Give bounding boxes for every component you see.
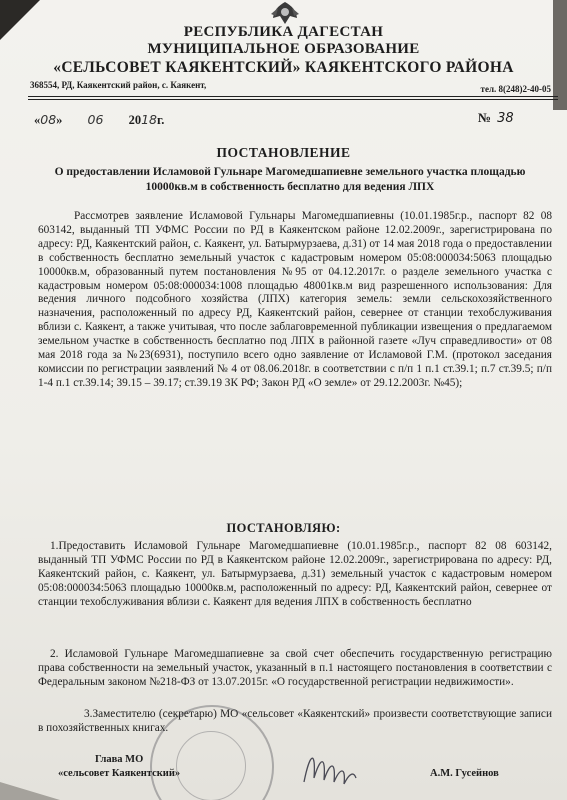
document-date (34, 112, 164, 128)
header-divider-thin (28, 99, 558, 100)
scan-shadow-corner (0, 782, 60, 800)
resolve-heading: ПОСТАНОВЛЯЮ: (226, 521, 341, 535)
date-suffix: г. (156, 113, 165, 127)
document-number (478, 110, 514, 126)
signatory-organization: «сельсовет Каякентский» (58, 768, 181, 779)
header-municipality: МУНИЦИПАЛЬНОЕ ОБРАЗОВАНИЕ (147, 41, 420, 57)
header-address: 368554, РД, Каякентский район, с. Каякент, (30, 80, 207, 90)
header-council: «СЕЛЬСОВЕТ КАЯКЕНТСКИЙ» КАЯКЕНТСКОГО РАЙОНА (53, 59, 514, 76)
resolution-item-3: 3.Заместителю (секретарю) МО «сельсовет «Каякентский» произвести соответствующие записи в похозяйственных книгах. (38, 708, 552, 734)
signatory-name: А.М. Гусейнов (430, 768, 499, 779)
document-title: ПОСТАНОВЛЕНИЕ (216, 145, 351, 160)
date-quote: » (56, 113, 63, 127)
preamble-paragraph: Рассмотрев заявление Исламовой Гульнары Магомедшапиевны (10.01.1985г.р., паспорт 82 08 603142, выданный ТП УФМС России по РД в Каякентском районе 12.02.2009г., зарегистрирована по адресу: РД, Каякентский район, с. Каякент, ул. Батырмурзаева, д.31) от 14 мая 2018 года о предоставлении в собственность бесплатно земельный участок с кадастровым номером 05:08:000034:5063 площадью 10000кв.м, образованный путем постановления №95 от 04.12.2017г. о разделе земельного участка с кадастровым номером 05:08:000034:1008 площадью 48001кв.м вид разрешенного использования: Для ведения личного подсобного хозяйства (ЛПХ) категория земель: земли сельскохозяйственного назначения, расположенный по адресу РД, Каякентский район, севернее от станции техобслуживания вблизи с. Каякент, а также учитывая, что после заблаговременной публикации извещения о предлагаемом земельном участке в собственность бесплатно под ЛПХ в районной газете «Луч справедливости» от 08 мая 2018 года за №23(6931), поступило всего одно заявление от Исламовой Г.М. (протокол заседания комиссии по регистрации заявлений № 4 от 08.06.2018г. в соответствии с п/п 1 п.1 ст.39.1; п.7 ст.39.5; п/п 1-4 п.1 ст.39.14; 39.15 – 39.17; ст.39.19 ЗК РФ; Закон РД «О земле» от 29.12.2003г. №45); (38, 210, 552, 389)
header-divider (28, 96, 558, 97)
date-day: 08 (40, 112, 57, 127)
number-label: № (478, 110, 492, 125)
header-phone: тел. 8(248)2-40-05 (480, 84, 551, 94)
resolution-item-1: 1.Предоставить Исламовой Гульнаре Магомедшапиевне (10.01.1985г.р., паспорт 82 08 603142, выданный ТП УФМС России по РД в Каякентском районе 12.02.2009г., зарегистрирована по адресу: РД, Каякентский район, с. Каякент, ул. Батырмурзаева, д.31) земельный участок с кадастровым номером 05:08:000034:5063 площадью 10000кв.м, расположенный по адресу: РД, Каякентский район, севернее от станции техобслуживания вблизи с. Каякент для ведения ЛПХ в собственность бесплатно (38, 540, 552, 608)
signatory-title: Глава МО (95, 754, 144, 765)
number-value: 38 (497, 111, 514, 126)
resolution-item-2: 2. Исламовой Гульнаре Магомедшапиевне за свой счет обеспечить государственную регистрацию права собственности на земельный участок, указанный в п.1 настоящего постановления в соответствии с Федеральным законом №218-ФЗ от 13.07.2015г. «О государственной регистрации недвижимости». (38, 648, 552, 688)
handwritten-signature-icon (300, 742, 360, 788)
coat-of-arms-icon (268, 0, 302, 26)
date-year: 18 (141, 112, 157, 127)
document-subject: О предоставлении Исламовой Гульнаре Магомедшапиевне земельного участка площадью 10000кв.м в собственность бесплатно для ведения ЛПХ (54, 166, 526, 193)
date-year-prefix: 20 (128, 113, 142, 127)
header-republic: РЕСПУБЛИКА ДАГЕСТАН (183, 24, 384, 40)
date-quote: « (34, 113, 41, 127)
date-month: 06 (87, 112, 104, 127)
round-seal-inner (176, 731, 246, 800)
